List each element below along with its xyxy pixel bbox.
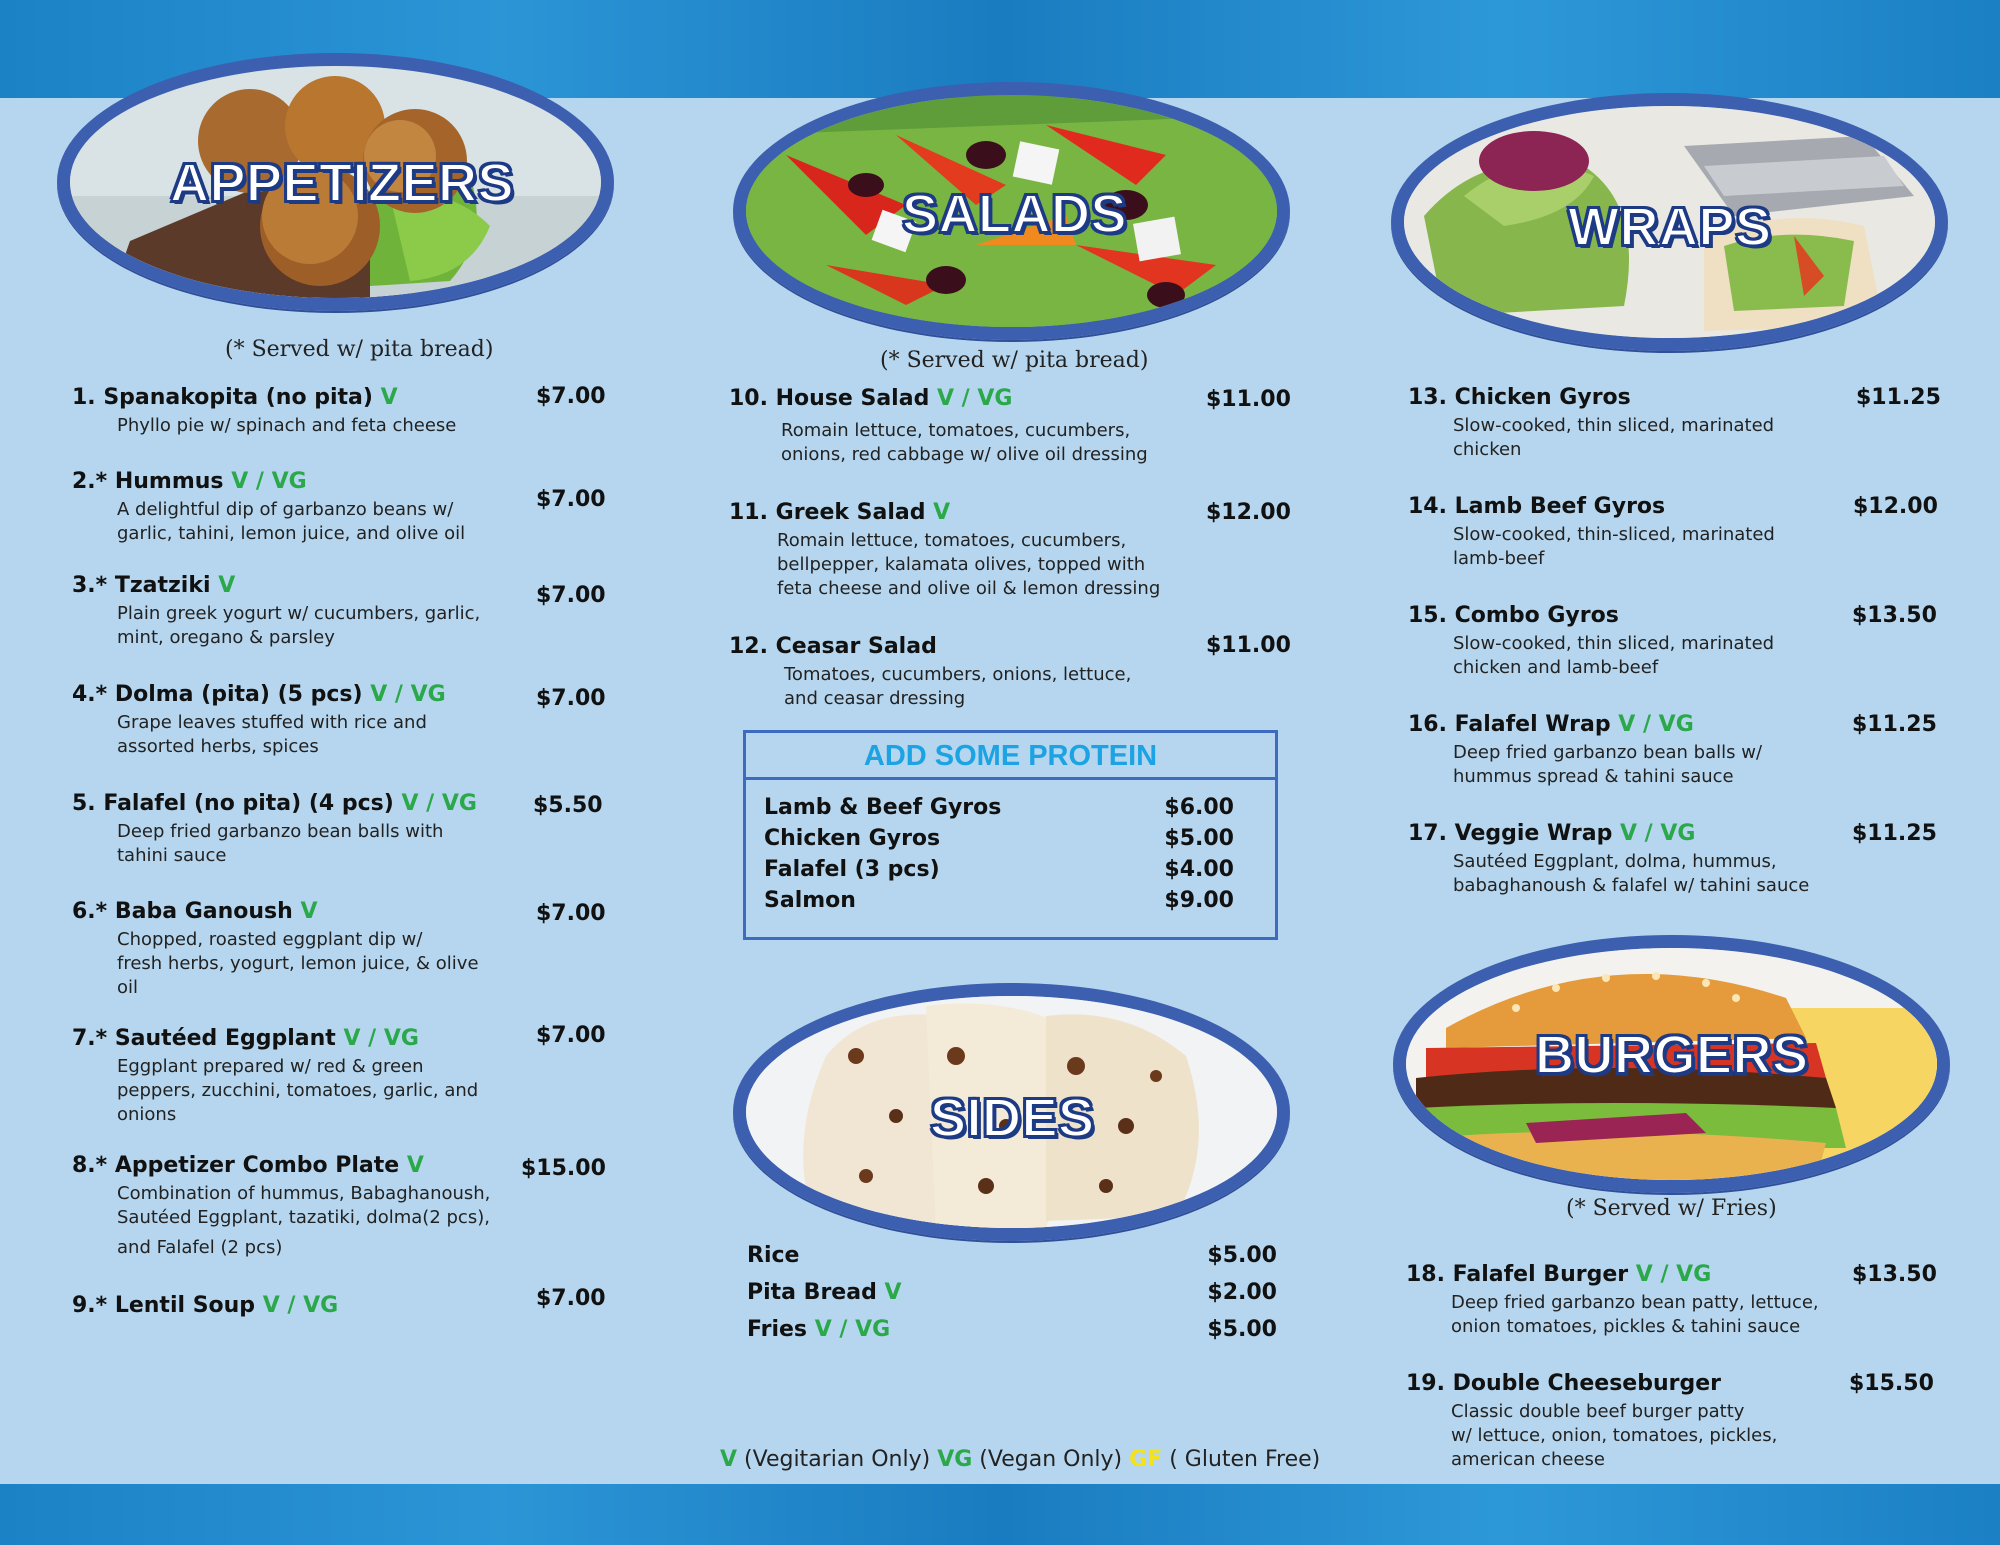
diet-label: V (933, 500, 951, 525)
legend-gf-text: ( Gluten Free) (1162, 1447, 1321, 1472)
item-description: chicken and lamb-beef (1453, 657, 1659, 678)
item-price: $11.25 (1852, 821, 1937, 846)
diet-label: V (380, 385, 398, 410)
item-description: onions (117, 1104, 177, 1125)
item-description: Sautéed Eggplant, dolma, hummus, (1453, 851, 1777, 872)
protein-price: $9.00 (1164, 888, 1234, 913)
diet-label: V / VG (1635, 1262, 1712, 1287)
item-description: oil (117, 977, 139, 998)
item-name: 16. Falafel Wrap (1408, 712, 1611, 737)
item-description: Sautéed Eggplant, tazatiki, dolma(2 pcs), (117, 1207, 490, 1228)
item-description: Romain lettuce, tomatoes, cucumbers, (781, 420, 1131, 441)
protein-name: Chicken Gyros (764, 826, 941, 851)
menu-item (72, 682, 446, 759)
menu-item (1408, 385, 1774, 462)
legend-v-text: (Vegitarian Only) (737, 1447, 938, 1472)
item-description: assorted herbs, spices (117, 736, 319, 757)
legend-vg: VG (937, 1447, 973, 1472)
bottom-banner (0, 1484, 2000, 1545)
menu-item (1408, 821, 1809, 898)
wraps-heading: WRAPS (1568, 197, 1772, 257)
item-price: $7.00 (536, 1286, 606, 1311)
item-name: 4.* Dolma (pita) (5 pcs) (72, 682, 363, 707)
salads-note: (* Served w/ pita bread) (880, 348, 1149, 373)
protein-item (764, 857, 1234, 882)
item-price: $7.00 (536, 686, 606, 711)
item-price: $7.00 (536, 384, 606, 409)
item-name: 17. Veggie Wrap (1408, 821, 1613, 846)
item-description: chicken (1453, 439, 1522, 460)
side-item (747, 1280, 1277, 1305)
item-name: 2.* Hummus (72, 469, 224, 494)
item-name: 19. Double Cheeseburger (1406, 1371, 1721, 1396)
protein-name: Salmon (764, 888, 856, 913)
diet-label: V / VG (1618, 712, 1694, 737)
menu-item (72, 1153, 490, 1260)
protein-price: $5.00 (1164, 826, 1234, 851)
item-price: $12.00 (1853, 494, 1938, 519)
item-price: $7.00 (536, 487, 606, 512)
appetizers-note: (* Served w/ pita bread) (225, 337, 494, 362)
item-description: peppers, zucchini, tomatoes, garlic, and (117, 1080, 479, 1101)
item-name: 13. Chicken Gyros (1408, 385, 1631, 410)
item-description: Romain lettuce, tomatoes, cucumbers, (777, 530, 1127, 551)
item-name: 10. House Salad (729, 386, 930, 411)
item-description: Deep fried garbanzo bean balls with (117, 821, 444, 842)
menu-item (72, 469, 465, 546)
protein-price: $4.00 (1164, 857, 1234, 882)
menu-item (729, 386, 1148, 467)
item-description: hummus spread & tahini sauce (1453, 766, 1734, 787)
item-price: $13.50 (1852, 1262, 1937, 1287)
item-name: 6.* Baba Ganoush (72, 899, 293, 924)
diet-label: V / VG (231, 469, 307, 494)
item-description: Slow-cooked, thin-sliced, marinated (1453, 524, 1775, 545)
protein-item (764, 888, 1234, 913)
item-description: feta cheese and olive oil & lemon dressing (777, 578, 1161, 599)
item-name: 12. Ceasar Salad (729, 634, 937, 659)
diet-label: V (406, 1153, 424, 1178)
side-price: $5.00 (1207, 1317, 1277, 1342)
item-description: onion tomatoes, pickles & tahini sauce (1451, 1316, 1801, 1337)
item-description: A delightful dip of garbanzo beans w/ (117, 499, 454, 520)
item-price: $11.00 (1206, 633, 1291, 658)
protein-item (764, 795, 1234, 820)
item-description: Phyllo pie w/ spinach and feta cheese (117, 415, 457, 436)
item-description: Deep fried garbanzo bean balls w/ (1453, 742, 1763, 763)
side-item (747, 1243, 1277, 1268)
salads-heading: SALADS (902, 184, 1128, 244)
diet-label: V / VG (1620, 821, 1696, 846)
item-price: $12.00 (1206, 500, 1291, 525)
diet-label: V / VG (343, 1026, 419, 1051)
diet-label: V (218, 573, 236, 598)
item-description: Plain greek yogurt w/ cucumbers, garlic, (117, 603, 481, 624)
add-protein-box (743, 730, 1278, 940)
side-name: Rice (747, 1243, 800, 1268)
item-name: 15. Combo Gyros (1408, 603, 1619, 628)
menu-item (72, 1026, 478, 1127)
item-description: garlic, tahini, lemon juice, and olive oil (117, 523, 466, 544)
menu-item (729, 500, 1160, 601)
diet-label: V / VG (814, 1317, 891, 1342)
item-description: onions, red cabbage w/ olive oil dressing (781, 444, 1148, 465)
side-name: Fries (747, 1317, 808, 1342)
item-description: fresh herbs, yogurt, lemon juice, & olive (117, 953, 479, 974)
item-name: 7.* Sautéed Eggplant (72, 1026, 336, 1051)
protein-price: $6.00 (1164, 795, 1234, 820)
item-description: babaghanoush & falafel w/ tahini sauce (1453, 875, 1810, 896)
item-name: 5. Falafel (no pita) (4 pcs) (72, 791, 394, 816)
menu-item (72, 385, 456, 438)
diet-label: V / VG (937, 386, 1013, 411)
menu-item (72, 899, 479, 1000)
item-description: Grape leaves stuffed with rice and (117, 712, 427, 733)
menu-item (1408, 712, 1762, 789)
diet-label: V / VG (370, 682, 446, 707)
diet-label: V / VG (262, 1293, 339, 1318)
item-name: 1. Spanakopita (no pita) (72, 385, 373, 410)
item-name: 11. Greek Salad (729, 500, 926, 525)
diet-label: V (300, 899, 318, 924)
menu-item (1406, 1371, 1777, 1472)
diet-legend (720, 1447, 1320, 1472)
appetizers-heading: APPETIZERS (170, 153, 515, 213)
item-price: $15.00 (521, 1156, 606, 1181)
side-item (747, 1317, 1277, 1342)
item-price: $11.25 (1852, 712, 1937, 737)
menu-item (72, 1293, 338, 1318)
legend-v: V (720, 1447, 738, 1472)
item-price: $11.00 (1206, 387, 1291, 412)
item-name: 14. Lamb Beef Gyros (1408, 494, 1666, 519)
sides-heading: SIDES (930, 1088, 1095, 1148)
menu-item (1408, 494, 1775, 571)
legend-vg-text: (Vegan Only) (972, 1447, 1130, 1472)
legend-gf: GF (1129, 1447, 1163, 1472)
item-price: $11.25 (1856, 385, 1941, 410)
item-description: and ceasar dressing (784, 688, 966, 709)
diet-label: V (884, 1280, 902, 1305)
item-description: w/ lettuce, onion, tomatoes, pickles, (1451, 1425, 1778, 1446)
side-price: $2.00 (1207, 1280, 1277, 1305)
item-name: 8.* Appetizer Combo Plate (72, 1153, 400, 1178)
menu-item (72, 791, 477, 868)
item-description: american cheese (1451, 1449, 1606, 1470)
item-description: Slow-cooked, thin sliced, marinated (1453, 633, 1775, 654)
menu-item (729, 634, 1131, 711)
item-name: 9.* Lentil Soup (72, 1293, 256, 1318)
add-protein-title: ADD SOME PROTEIN (746, 733, 1275, 780)
item-price: $5.50 (533, 793, 603, 818)
side-price: $5.00 (1207, 1243, 1277, 1268)
menu-item (1406, 1262, 1819, 1339)
burgers-heading: BURGERS (1535, 1025, 1809, 1085)
burgers-note: (* Served w/ Fries) (1566, 1196, 1777, 1221)
menu-item (72, 573, 480, 650)
item-name: 18. Falafel Burger (1406, 1262, 1629, 1287)
side-name: Pita Bread (747, 1280, 877, 1305)
item-description: Slow-cooked, thin sliced, marinated (1453, 415, 1775, 436)
item-description: Classic double beef burger patty (1451, 1401, 1745, 1422)
item-description: Tomatoes, cucumbers, onions, lettuce, (784, 664, 1132, 685)
item-price: $13.50 (1852, 603, 1937, 628)
protein-item (764, 826, 1234, 851)
item-name: 3.* Tzatziki (72, 573, 211, 598)
item-description: Combination of hummus, Babaghanoush, (117, 1183, 491, 1204)
protein-name: Falafel (3 pcs) (764, 857, 940, 882)
item-description: mint, oregano & parsley (117, 627, 335, 648)
protein-name: Lamb & Beef Gyros (764, 795, 1002, 820)
menu-item (1408, 603, 1774, 680)
item-price: $7.00 (536, 1023, 606, 1048)
item-description: Eggplant prepared w/ red & green (117, 1056, 424, 1077)
diet-label: V / VG (401, 791, 477, 816)
item-description: and Falafel (2 pcs) (117, 1237, 283, 1258)
item-price: $7.00 (536, 901, 606, 926)
item-price: $7.00 (536, 583, 606, 608)
item-description: Deep fried garbanzo bean patty, lettuce, (1451, 1292, 1819, 1313)
item-description: tahini sauce (117, 845, 227, 866)
item-description: bellpepper, kalamata olives, topped with (777, 554, 1146, 575)
item-description: Chopped, roasted eggplant dip w/ (117, 929, 423, 950)
item-price: $15.50 (1849, 1371, 1934, 1396)
item-description: lamb-beef (1453, 548, 1545, 569)
